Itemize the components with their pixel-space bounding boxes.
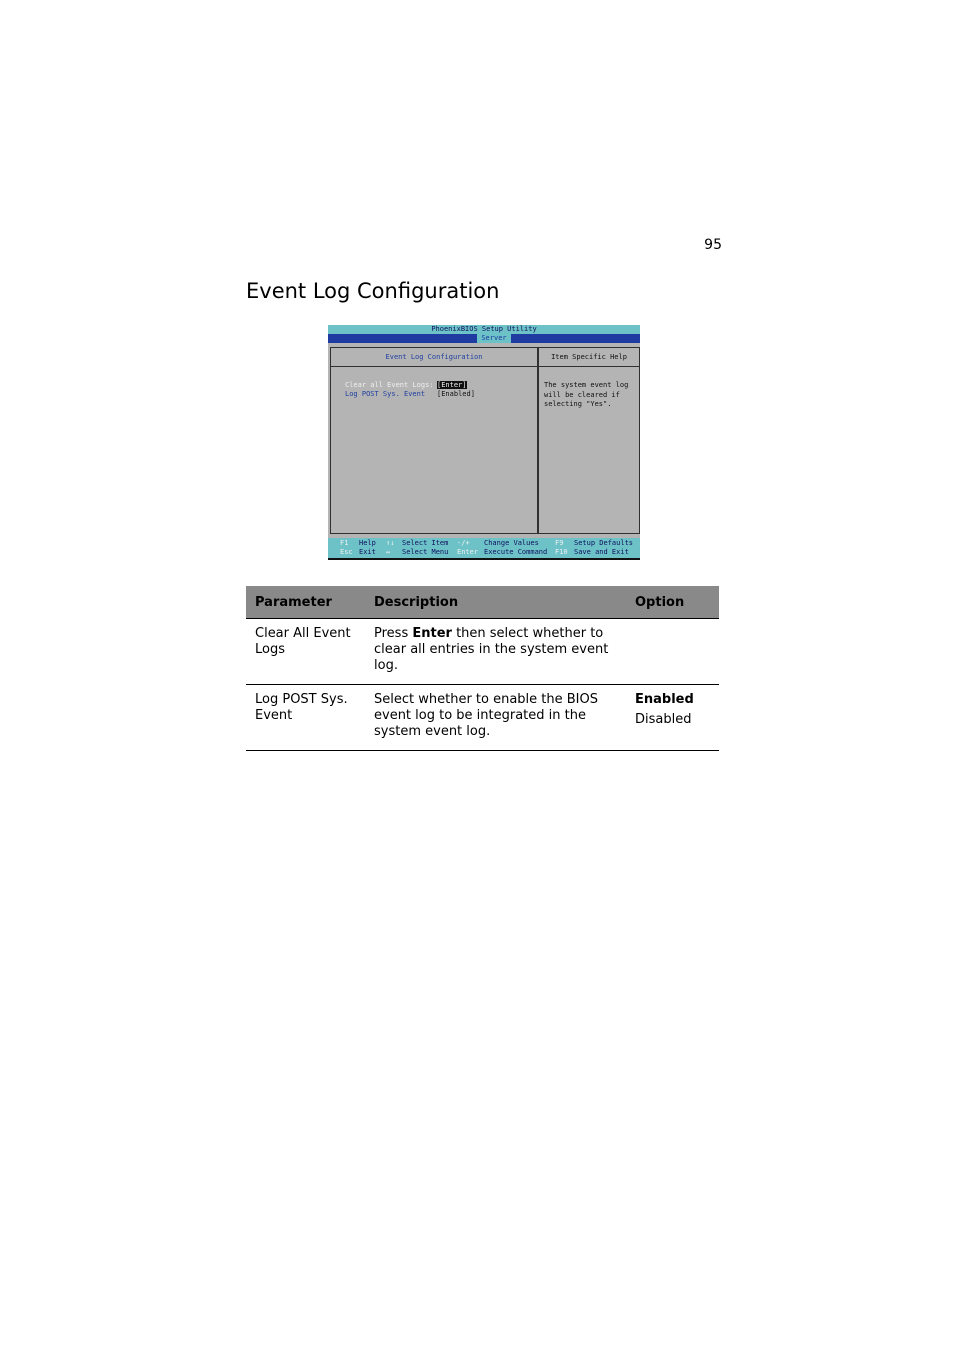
option-alternate: Disabled — [635, 712, 692, 727]
cell-parameter: Clear All Event Logs — [246, 619, 365, 685]
bios-footer-desc: Help — [359, 539, 376, 547]
bios-item-log-post-sys-event[interactable] — [345, 390, 475, 398]
bios-footer-key: F1 — [340, 539, 349, 547]
bios-help-line: The system event log — [544, 381, 629, 389]
bios-footer-key: ↔ — [386, 548, 391, 556]
desc-prefix: Press — [374, 626, 413, 641]
bios-footer-key: F10 — [555, 548, 568, 556]
bios-footer-desc: Execute Command — [484, 548, 548, 556]
table-header-row — [246, 586, 719, 619]
bios-menu-bar — [328, 334, 640, 343]
bios-footer-key: Enter — [457, 548, 479, 556]
parameter-table — [246, 586, 719, 751]
section-title: Event Log Configuration — [246, 279, 500, 303]
cell-option — [626, 619, 719, 685]
bios-help-text — [544, 381, 636, 410]
bios-footer-desc: Select Item — [402, 539, 449, 547]
bios-help-line: selecting "Yes". — [544, 400, 612, 408]
bios-main-panel — [330, 347, 538, 534]
table-row — [246, 685, 719, 751]
bios-main-header: Event Log Configuration — [331, 348, 537, 367]
bios-footer-desc: Save and Exit — [574, 548, 629, 556]
bios-title: PhoenixBIOS Setup Utility — [328, 325, 640, 334]
bios-footer-desc: Select Menu — [402, 548, 449, 556]
bios-footer-key: Esc — [340, 548, 353, 556]
desc-suffix: then select whether to clear all entries in the system event log. — [374, 626, 609, 673]
cell-description — [365, 619, 626, 685]
bios-help-panel — [538, 347, 640, 534]
option-default: Enabled — [635, 692, 694, 707]
bios-help-line: will be cleared if — [544, 390, 620, 399]
bios-item-value[interactable]: [Enter] — [437, 381, 467, 389]
bios-item-label: Clear all Event Logs: — [345, 381, 434, 389]
bios-screenshot — [328, 325, 640, 560]
header-description: Description — [365, 586, 626, 619]
bios-item-value[interactable]: [Enabled] — [437, 390, 475, 398]
bios-help-header: Item Specific Help — [539, 348, 639, 367]
cell-description: Select whether to enable the BIOS event log to be integrated in the system event log. — [365, 685, 626, 751]
bios-footer-desc: Exit — [359, 548, 376, 556]
bios-item-label: Log POST Sys. Event — [345, 390, 426, 398]
bios-footer-desc: Change Values — [484, 539, 539, 547]
bios-footer — [328, 538, 640, 558]
page-number: 95 — [704, 237, 722, 253]
bios-footer-desc: Setup Defaults — [574, 539, 634, 547]
bios-item-clear-event-logs[interactable] — [345, 381, 467, 389]
bios-tab-server[interactable]: Server — [477, 334, 511, 343]
table-row — [246, 619, 719, 685]
header-option: Option — [626, 586, 719, 619]
bios-footer-key: -/+ — [457, 539, 470, 547]
bios-footer-key: F9 — [555, 539, 564, 547]
bios-footer-key: ↑↓ — [386, 539, 395, 547]
header-parameter: Parameter — [246, 586, 365, 619]
desc-key-enter: Enter — [412, 626, 452, 641]
cell-option — [626, 685, 719, 751]
cell-parameter: Log POST Sys. Event — [246, 685, 365, 751]
